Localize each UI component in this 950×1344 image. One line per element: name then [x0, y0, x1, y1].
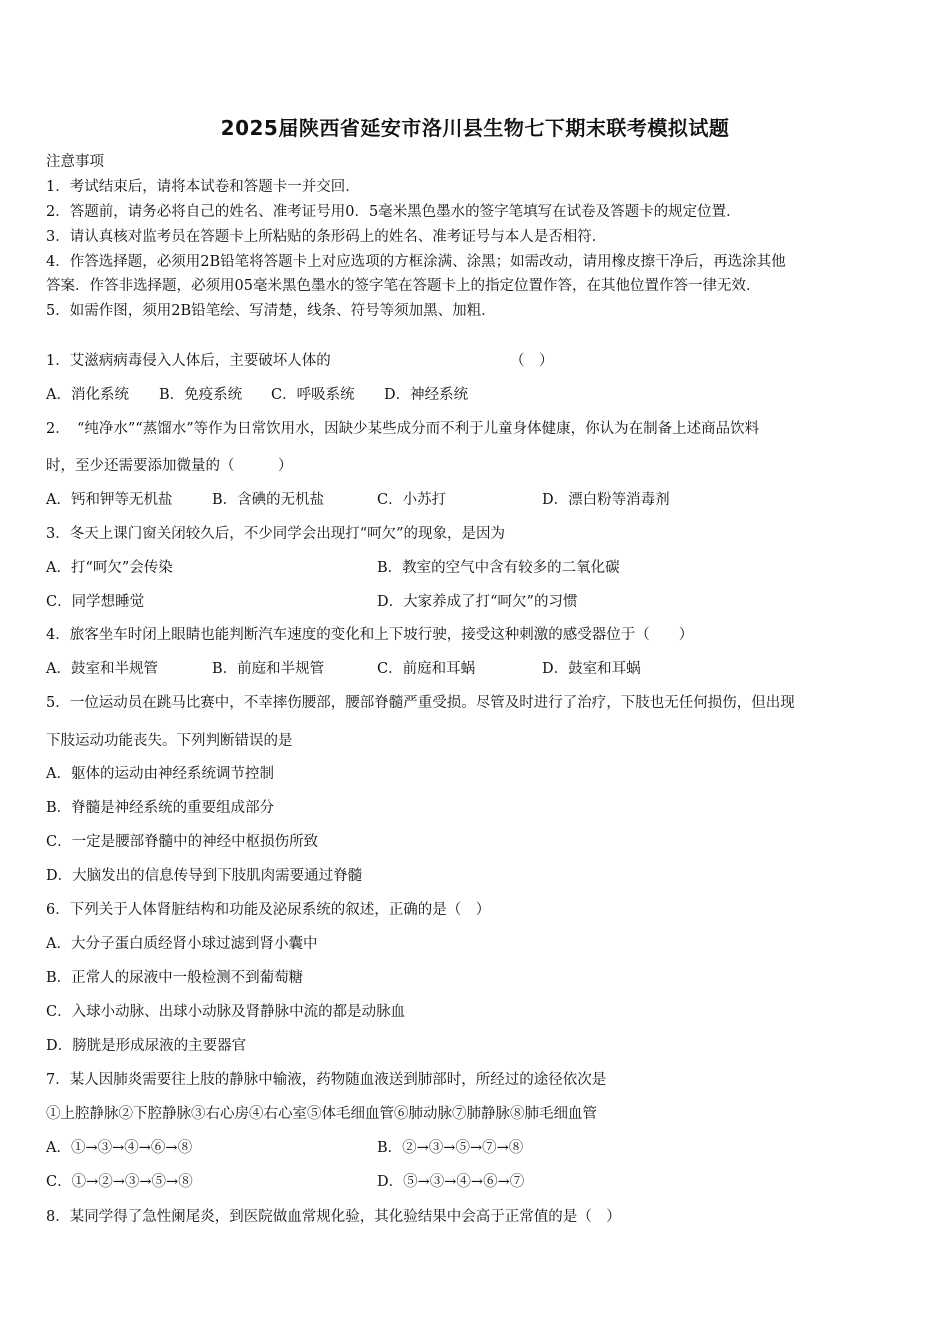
question-1-answer-paren: （ ） — [510, 353, 554, 369]
question-7-path-list: ①上腔静脉②下腔静脉③右心房④右心室⑤体毛细血管⑥肺动脉⑦肺静脉⑧肺毛细血管 — [46, 1106, 597, 1122]
question-5-option-d: D．大脑发出的信息传导到下肢肌肉需要通过脊髓 — [46, 868, 363, 884]
question-1-option-a: A．消化系统 — [46, 387, 129, 403]
notice-item: 2．答题前，请务必将自己的姓名、准考证号用0．5毫米黑色墨水的签字笔填写在试卷及答题卡的规定位置． — [46, 204, 741, 220]
notice-item: 1．考试结束后，请将本试卷和答题卡一并交回． — [46, 179, 360, 195]
exam-title: 2025届陕西省延安市洛川县生物七下期末联考模拟试题 — [220, 116, 730, 140]
question-3-option-c: C．同学想睡觉 — [46, 594, 145, 610]
question-3-option-b: B．教室的空气中含有较多的二氧化碳 — [377, 560, 620, 576]
notice-item: 4．作答选择题，必须用2B铅笔将答题卡上对应选项的方框涂满、涂黑；如需改动，请用橡皮擦干净后，再选涂其他 — [46, 254, 786, 270]
question-4-option-b: B．前庭和半规管 — [212, 661, 325, 677]
question-6-stem: 6．下列关于人体肾脏结构和功能及泌尿系统的叙述，正确的是（ ） — [46, 902, 491, 918]
question-2-stem-line1: 2． “纯净水”“蒸馏水”等作为日常饮用水，因缺少某些成分而不利于儿童身体健康，你认为在制备上述商品饮料 — [46, 421, 760, 437]
question-5-option-c: C．一定是腰部脊髓中的神经中枢损伤所致 — [46, 834, 319, 850]
question-6-option-d: D．膀胱是形成尿液的主要器官 — [46, 1038, 247, 1054]
question-5-stem-line1: 5．一位运动员在跳马比赛中，不幸摔伤腰部，腰部脊髓严重受损。尽管及时进行了治疗，下肢也无任何损伤，但出现 — [46, 695, 795, 711]
question-3-option-d: D．大家养成了打“呵欠”的习惯 — [377, 594, 578, 610]
question-1-stem: 1．艾滋病病毒侵入人体后，主要破坏人体的 — [46, 353, 331, 369]
question-7-option-d: D．⑤→③→④→⑥→⑦ — [377, 1174, 525, 1190]
question-1-option-c: C．呼吸系统 — [271, 387, 355, 403]
question-2-option-b: B．含碘的无机盐 — [212, 492, 325, 508]
question-2-option-a: A．钙和钾等无机盐 — [46, 492, 173, 508]
question-1-option-d: D．神经系统 — [384, 387, 469, 403]
question-7-option-b: B．②→③→⑤→⑦→⑧ — [377, 1140, 524, 1156]
question-7-stem: 7．某人因肺炎需要往上肢的静脉中输液，药物随血液送到肺部时，所经过的途径依次是 — [46, 1072, 607, 1088]
question-4-stem: 4．旅客坐车时闭上眼睛也能判断汽车速度的变化和上下坡行驶，接受这种刺激的感受器位于（ ） — [46, 627, 694, 643]
question-6-option-c: C．入球小动脉、出球小动脉及肾静脉中流的都是动脉血 — [46, 1004, 406, 1020]
question-8-stem: 8．某同学得了急性阑尾炎，到医院做血常规化验，其化验结果中会高于正常值的是（ ） — [46, 1209, 621, 1225]
question-4-option-d: D．鼓室和耳蜗 — [542, 661, 641, 677]
question-5-option-b: B．脊髓是神经系统的重要组成部分 — [46, 800, 275, 816]
question-5-option-a: A．躯体的运动由神经系统调节控制 — [46, 766, 274, 782]
question-4-option-c: C．前庭和耳蜗 — [377, 661, 476, 677]
question-5-stem-line2: 下肢运动功能丧失。下列判断错误的是 — [46, 733, 293, 749]
notice-item: 5．如需作图，须用2B铅笔绘、写清楚，线条、符号等须加黑、加粗． — [46, 303, 496, 319]
question-7-option-a: A．①→③→④→⑥→⑧ — [46, 1140, 193, 1156]
notice-item: 3．请认真核对监考员在答题卡上所粘贴的条形码上的姓名、准考证号与本人是否相符． — [46, 229, 607, 245]
question-1-option-b: B．免疫系统 — [159, 387, 243, 403]
question-6-option-a: A．大分子蛋白质经肾小球过滤到肾小囊中 — [46, 936, 318, 952]
question-2-stem-line2: 时，至少还需要添加微量的（ ） — [46, 458, 293, 474]
question-2-option-c: C．小苏打 — [377, 492, 447, 508]
notice-item: 答案．作答非选择题，必须用05毫米黑色墨水的签字笔在答题卡上的指定位置作答，在其他位置作答一律无效． — [46, 278, 761, 294]
question-6-option-b: B．正常人的尿液中一般检测不到葡萄糖 — [46, 970, 304, 986]
question-3-option-a: A．打“呵欠”会传染 — [46, 560, 173, 576]
notice-heading: 注意事项 — [46, 154, 104, 170]
question-7-option-c: C．①→②→③→⑤→⑧ — [46, 1174, 193, 1190]
question-4-option-a: A．鼓室和半规管 — [46, 661, 158, 677]
question-3-stem: 3．冬天上课门窗关闭较久后，不少同学会出现打“呵欠”的现象，是因为 — [46, 526, 506, 542]
question-2-option-d: D．漂白粉等消毒剂 — [542, 492, 670, 508]
